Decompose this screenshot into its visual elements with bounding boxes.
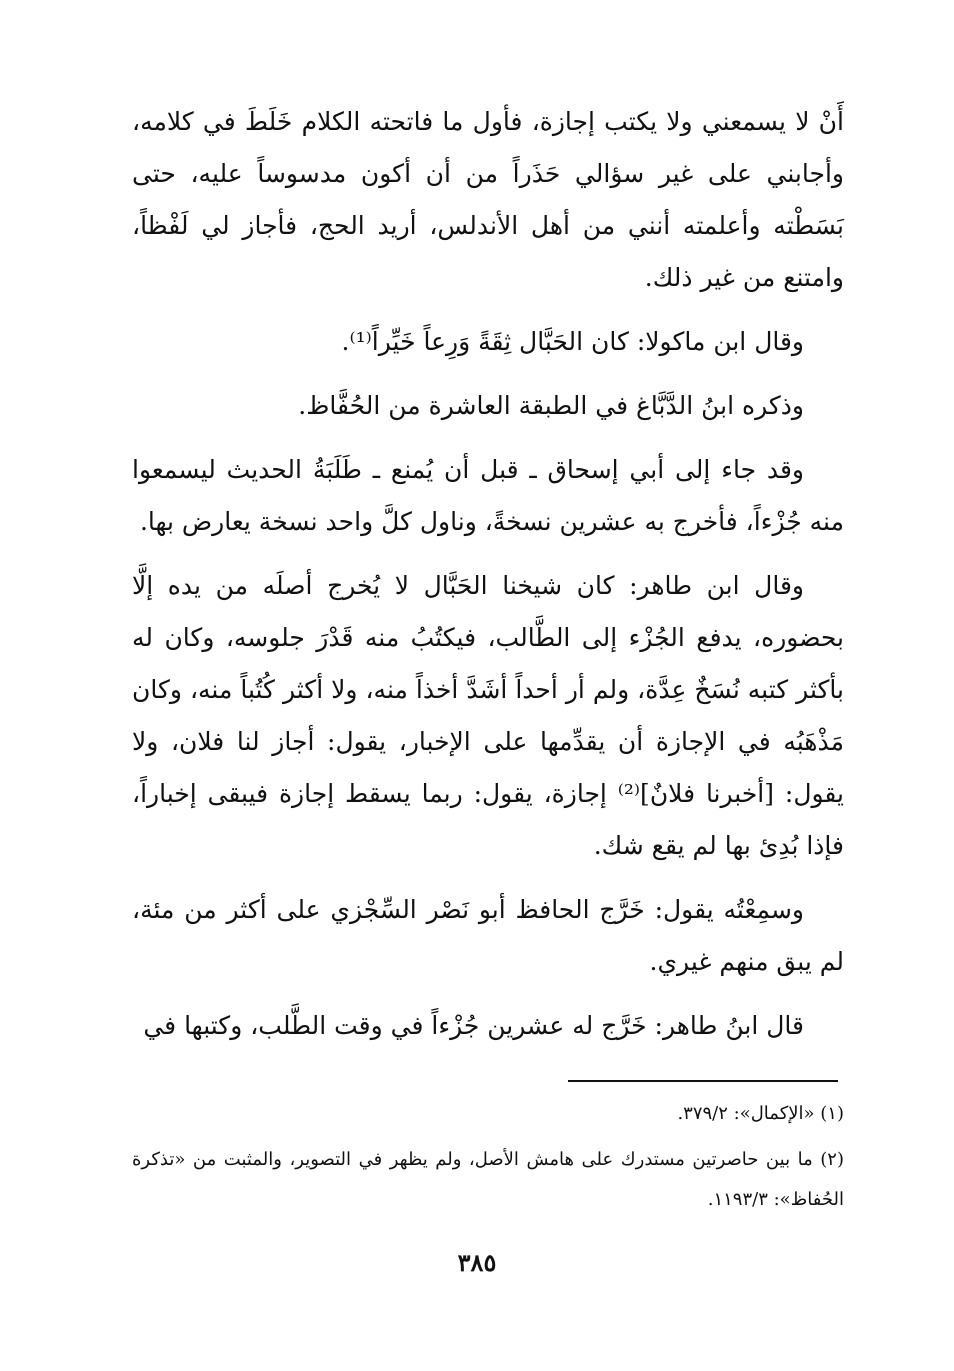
footnote-divider — [568, 1080, 838, 1082]
footnote-2: (٢) ما بين حاصرتين مستدرك على هامش الأصل، ولم يظهر في التصوير، والمثبت من «تذكرة الحُفاظ»: ١١٩٣/٣. — [132, 1149, 844, 1210]
body-text — [132, 96, 844, 1052]
paragraph-ibn-dabbagh: وذكره ابنُ الدَّبَّاغ في الطبقة العاشرة من الحُفَّاظ. — [298, 391, 804, 420]
paragraph-continuation: أَنْ لا يسمعني ولا يكتب إجازة، فأول ما فاتحته الكلام خَلَطَ في كلامه، وأجابني على غير سؤالي حَذَراً من أن أكون مدسوساً عليه، حتى بَسَطْته وأعلمته أنني من أهل الأندلس، أريد الحج، فأجاز لي لَفْظاً، وامتنع من غير ذلك. — [132, 107, 844, 292]
page-number: ٣٨٥ — [457, 1248, 497, 1277]
paragraph-abu-ishaq: وقد جاء إلى أبي إسحاق ـ قبل أن يُمنع ـ طَلَبَةُ الحديث ليسمعوا منه جُزْءاً، فأخرج به عشرين نسخةً، وناول كلَّ واحد نسخة يعارض بها. — [132, 455, 844, 536]
paragraph-heard-him: وسمِعْتُه يقول: خَرَّج الحافظ أبو نَصْر السِّجْزي على أكثر من مئة، لم يبق منهم غيري. — [132, 895, 844, 976]
paragraph-ibn-tahir-2: قال ابنُ طاهر: خَرَّج له عشرين جُزْءاً في وقت الطَّلب، وكتبها في — [143, 1011, 804, 1040]
paragraph-ibn-makula: وقال ابن ماكولا: كان الحَبَّال ثِقَةً وَرِعاً خَيِّراً⁽¹⁾. — [341, 327, 804, 356]
footnote-1: (١) «الإكمال»: ٣٧٩/٢. — [677, 1103, 844, 1124]
paragraph-ibn-tahir: وقال ابن طاهر: كان شيخنا الحَبَّال لا يُخرج أصلَه من يده إلَّا بحضوره، يدفع الجُزْء إلى الطَّالب، فيكتُبُ منه قَدْرَ جلوسه، وكان له بأكثر كتبه نُسَخٌ عِدَّة، ولم أر أحداً أشَدَّ أخذاً منه، ولا أكثر كُتُباً منه، وكان مَذْهَبُه في الإجازة أن يقدِّمها على الإخبار، يقول: أجاز لنا فلان، ولا يقول: [أخبرنا فلانٌ]⁽²⁾ إجازة، يقول: ربما يسقط إجازة فيبقى إخباراً، فإذا بُدِئ بها لم يقع شك. — [132, 571, 845, 860]
footnotes — [132, 1094, 844, 1220]
